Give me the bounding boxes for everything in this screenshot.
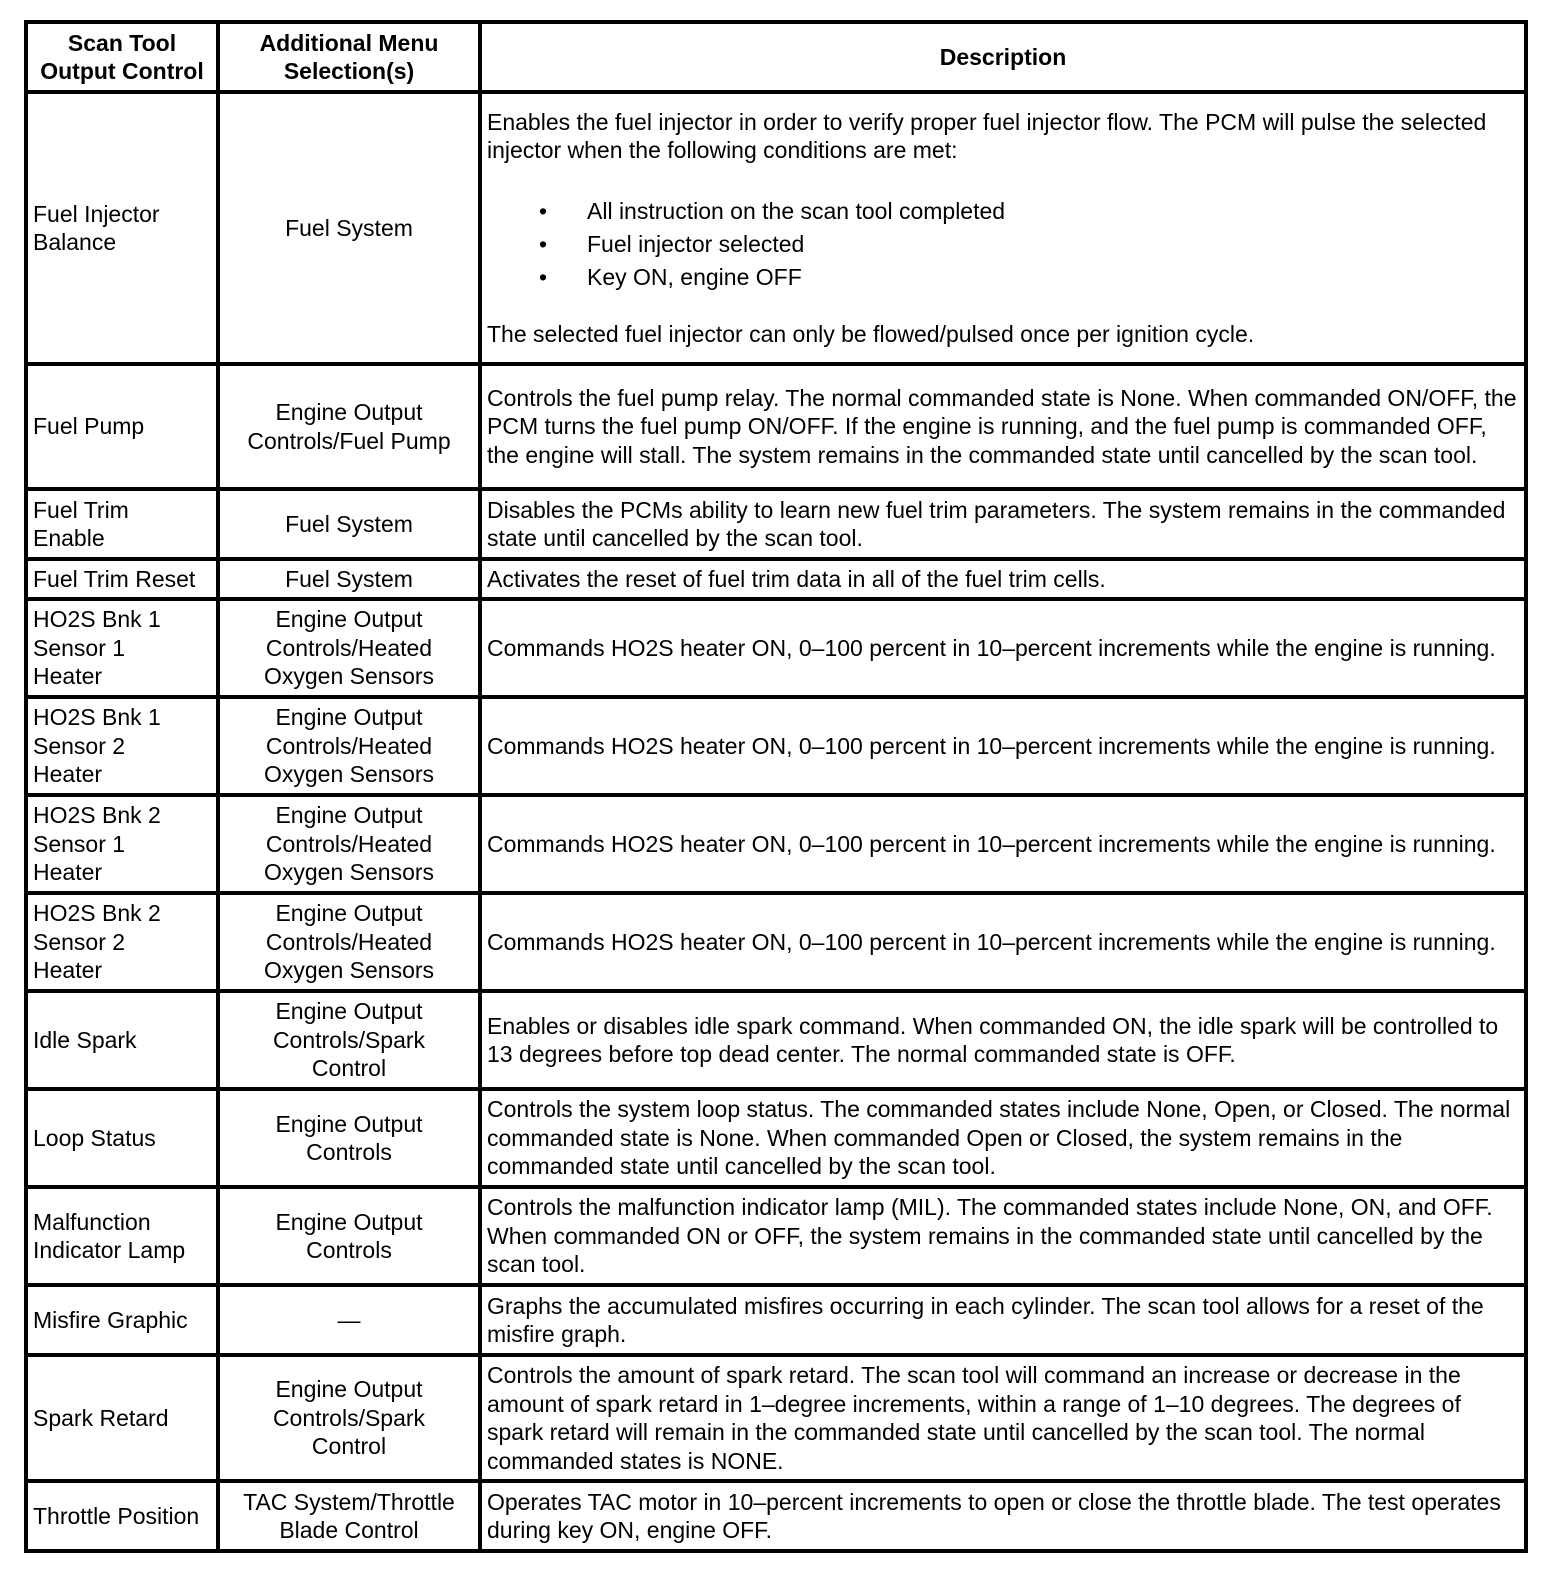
menu-selection-cell: — [218,1285,480,1355]
conditions-list [487,195,1519,294]
list-item: • Fuel injector selected [587,228,1519,261]
table-row [26,92,1526,364]
output-control-cell: HO2S Bnk 1 Sensor 2 Heater [26,697,218,795]
menu-selection-cell: Engine Output Controls/Spark Control [218,991,480,1089]
menu-selection-cell: Engine Output Controls [218,1187,480,1285]
header-scan-tool-output-control: Scan Tool Output Control [26,22,218,92]
description-cell: Commands HO2S heater ON, 0–100 percent in 10–percent increments while the engine is running. [480,795,1526,893]
table-row [26,559,1526,599]
menu-selection-cell: Fuel System [218,92,480,364]
description-cell: Activates the reset of fuel trim data in all of the fuel trim cells. [480,559,1526,599]
output-control-cell: HO2S Bnk 2 Sensor 1 Heater [26,795,218,893]
output-control-cell: Idle Spark [26,991,218,1089]
table-row [26,795,1526,893]
description-cell: Commands HO2S heater ON, 0–100 percent in 10–percent increments while the engine is running. [480,599,1526,697]
output-control-cell: HO2S Bnk 2 Sensor 2 Heater [26,893,218,991]
description-cell: Controls the fuel pump relay. The normal commanded state is None. When commanded ON/OFF, the PCM turns the fuel pump ON/OFF. If the engine is running, and the fuel pump is commanded OFF, the engine will stall. The system remains in the commanded state until cancelled by the scan tool. [480,364,1526,489]
list-item: • Key ON, engine OFF [587,261,1519,294]
table-row [26,697,1526,795]
menu-selection-cell: Fuel System [218,559,480,599]
description-cell: Controls the malfunction indicator lamp (MIL). The commanded states include None, ON, and OFF. When commanded ON or OFF, the system remains in the commanded state until cancelled by the scan tool. [480,1187,1526,1285]
description-cell: Controls the amount of spark retard. The scan tool will command an increase or decrease in the amount of spark retard in 1–degree increments, within a range of 1–10 degrees. The degrees of spark retard will remain in the commanded state until cancelled by the scan tool. The normal commanded states is NONE. [480,1355,1526,1481]
description-cell: Graphs the accumulated misfires occurring in each cylinder. The scan tool allows for a reset of the misfire graph. [480,1285,1526,1355]
table-row [26,489,1526,559]
description-cell: Disables the PCMs ability to learn new fuel trim parameters. The system remains in the commanded state until cancelled by the scan tool. [480,489,1526,559]
description-cell: Commands HO2S heater ON, 0–100 percent in 10–percent increments while the engine is running. [480,697,1526,795]
menu-selection-cell: Engine Output Controls/Heated Oxygen Sensors [218,893,480,991]
list-item: • All instruction on the scan tool completed [587,195,1519,228]
output-control-cell: Loop Status [26,1089,218,1187]
output-control-cell: Fuel Injector Balance [26,92,218,364]
output-control-cell: Fuel Pump [26,364,218,489]
menu-selection-cell: Fuel System [218,489,480,559]
table-row [26,1187,1526,1285]
header-description: Description [480,22,1526,92]
description-cell: Operates TAC motor in 10–percent increments to open or close the throttle blade. The test operates during key ON, engine OFF. [480,1481,1526,1551]
description-cell: Controls the system loop status. The commanded states include None, Open, or Closed. The normal commanded state is None. When commanded Open or Closed, the system remains in the commanded state until cancelled by the scan tool. [480,1089,1526,1187]
table-row [26,364,1526,489]
table-row [26,893,1526,991]
menu-selection-cell: Engine Output Controls/Heated Oxygen Sensors [218,697,480,795]
table-row [26,991,1526,1089]
menu-selection-cell: Engine Output Controls/Heated Oxygen Sensors [218,599,480,697]
menu-selection-cell: Engine Output Controls/Spark Control [218,1355,480,1481]
description-cell [480,92,1526,364]
header-row [26,22,1526,92]
menu-selection-cell: TAC System/Throttle Blade Control [218,1481,480,1551]
output-control-cell: Fuel Trim Reset [26,559,218,599]
table-row [26,1285,1526,1355]
header-additional-menu-selections: Additional Menu Selection(s) [218,22,480,92]
output-control-cell: HO2S Bnk 1 Sensor 1 Heater [26,599,218,697]
description-cell: Commands HO2S heater ON, 0–100 percent in 10–percent increments while the engine is running. [480,893,1526,991]
table-row [26,1089,1526,1187]
menu-selection-cell: Engine Output Controls/Fuel Pump [218,364,480,489]
description-cell: Enables or disables idle spark command. When commanded ON, the idle spark will be controlled to 13 degrees before top dead center. The normal commanded state is OFF. [480,991,1526,1089]
description-outro: The selected fuel injector can only be flowed/pulsed once per ignition cycle. [487,320,1255,347]
description-intro: Enables the fuel injector in order to verify proper fuel injector flow. The PCM will pulse the selected injector when the following conditions are met: [487,108,1487,164]
table-row [26,1355,1526,1481]
output-control-cell: Spark Retard [26,1355,218,1481]
output-control-cell: Misfire Graphic [26,1285,218,1355]
scan-tool-output-controls-table [24,20,1528,1553]
output-control-cell: Fuel Trim Enable [26,489,218,559]
output-control-cell: Malfunction Indicator Lamp [26,1187,218,1285]
table-row [26,1481,1526,1551]
output-control-cell: Throttle Position [26,1481,218,1551]
table-row [26,599,1526,697]
menu-selection-cell: Engine Output Controls/Heated Oxygen Sensors [218,795,480,893]
menu-selection-cell: Engine Output Controls [218,1089,480,1187]
